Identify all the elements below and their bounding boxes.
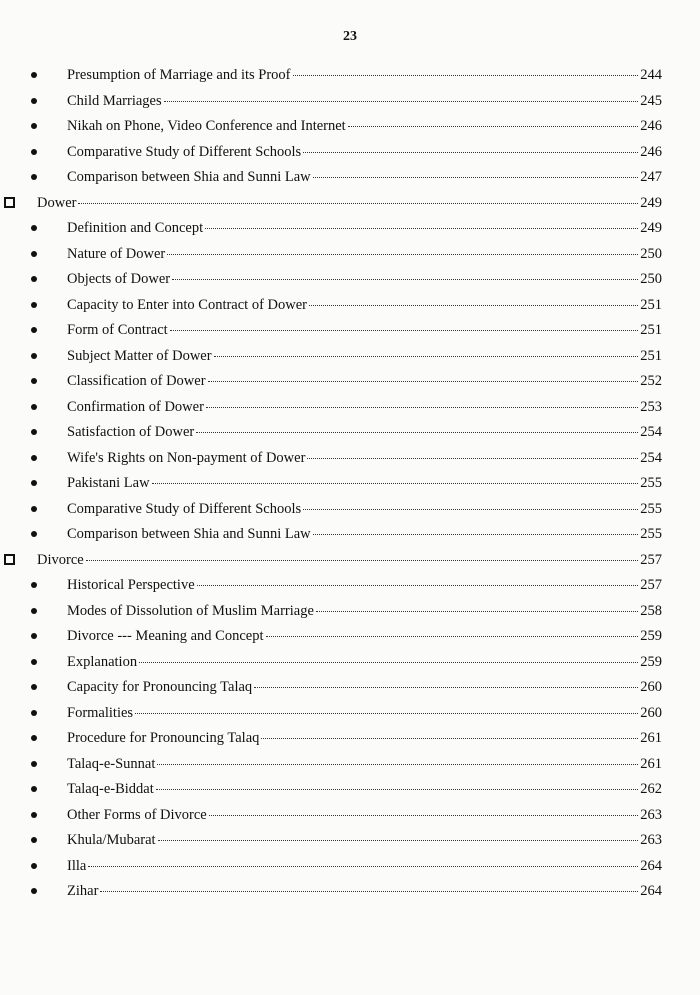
bullet-icon <box>31 863 37 869</box>
bullet-icon <box>31 98 37 104</box>
toc-page-number: 254 <box>640 449 662 466</box>
toc-title: Child Marriages <box>67 92 162 109</box>
bullet-icon <box>31 302 37 308</box>
toc-title: Comparative Study of Different Schools <box>67 500 302 517</box>
bullet-icon <box>31 353 37 359</box>
dot-leader <box>86 548 639 561</box>
dot-leader <box>316 599 638 612</box>
toc-title: Formalities <box>67 704 134 721</box>
bullet-icon <box>31 276 37 282</box>
bullet-icon <box>31 72 37 78</box>
dot-leader <box>309 293 638 306</box>
dot-leader <box>157 752 638 765</box>
toc-page-number: 246 <box>640 143 662 160</box>
dot-leader <box>205 216 638 229</box>
toc-page-number: 258 <box>640 602 662 619</box>
toc-title: Comparison between Shia and Sunni Law <box>67 169 311 185</box>
toc-title: Definition and Concept <box>67 220 204 236</box>
toc-page-number: 257 <box>640 551 662 568</box>
toc-page-number: 260 <box>640 679 662 695</box>
bullet-icon <box>31 480 37 486</box>
bullet-icon <box>31 582 37 588</box>
dot-leader <box>88 854 638 867</box>
dot-leader <box>303 497 638 510</box>
toc-title: Khula/Mubarat <box>67 832 156 848</box>
dot-leader <box>167 242 638 255</box>
bullet-icon <box>31 888 37 894</box>
bullet-icon <box>31 735 37 741</box>
toc-page-number: 250 <box>640 271 662 287</box>
toc-title: Dower <box>37 194 77 211</box>
table-of-contents <box>0 66 700 908</box>
bullet-icon <box>31 608 37 614</box>
bullet-icon <box>31 174 37 180</box>
bullet-icon <box>31 531 37 537</box>
dot-leader <box>197 573 639 586</box>
toc-page-number: 262 <box>640 781 662 797</box>
toc-page-number: 244 <box>640 67 662 83</box>
toc-title: Divorce <box>37 551 84 568</box>
toc-title: Other Forms of Divorce <box>67 806 207 823</box>
checkbox-square-icon <box>4 197 15 208</box>
toc-page-number: 263 <box>640 806 662 823</box>
bullet-icon <box>31 378 37 384</box>
dot-leader <box>254 675 638 688</box>
bullet-icon <box>31 812 37 818</box>
bullet-icon <box>31 837 37 843</box>
toc-title: Comparison between Shia and Sunni Law <box>67 526 311 542</box>
toc-page-number: 254 <box>640 424 662 440</box>
toc-title: Nikah on Phone, Video Conference and Internet <box>67 118 346 134</box>
toc-page-number: 255 <box>640 526 662 542</box>
dot-leader <box>266 624 639 637</box>
dot-leader <box>261 726 638 739</box>
toc-title: Objects of Dower <box>67 271 171 287</box>
bullet-icon <box>31 710 37 716</box>
toc-title: Capacity for Pronouncing Talaq <box>67 679 253 695</box>
toc-page-number: 252 <box>640 373 662 389</box>
dot-leader <box>139 650 638 663</box>
toc-page-number: 249 <box>640 194 662 211</box>
dot-leader <box>156 777 638 790</box>
bullet-icon <box>31 429 37 435</box>
toc-page-number: 251 <box>640 296 662 313</box>
bullet-icon <box>31 506 37 512</box>
toc-page-number: 247 <box>640 169 662 185</box>
toc-title: Wife's Rights on Non-payment of Dower <box>67 449 306 466</box>
dot-leader <box>152 471 639 484</box>
dot-leader <box>78 191 638 204</box>
dot-leader <box>158 828 639 841</box>
dot-leader <box>196 420 638 433</box>
bullet-icon <box>31 633 37 639</box>
bullet-icon <box>31 149 37 155</box>
bullet-icon <box>31 684 37 690</box>
toc-page-number: 261 <box>640 755 662 772</box>
toc-title: Talaq-e-Biddat <box>67 781 154 797</box>
toc-page-number: 263 <box>640 832 662 848</box>
dot-leader <box>170 318 639 331</box>
toc-title: Nature of Dower <box>67 245 166 262</box>
toc-item <box>0 882 700 908</box>
toc-page-number: 249 <box>640 220 662 236</box>
dot-leader <box>172 267 638 280</box>
dot-leader <box>348 114 639 127</box>
toc-title: Procedure for Pronouncing Talaq <box>67 730 260 746</box>
toc-title: Divorce --- Meaning and Concept <box>67 628 264 644</box>
toc-page-number: 250 <box>640 245 662 262</box>
dot-leader <box>313 522 639 535</box>
checkbox-square-icon <box>4 554 15 565</box>
toc-page-number: 251 <box>640 347 662 364</box>
bullet-icon <box>31 404 37 410</box>
toc-title: Confirmation of Dower <box>67 398 204 415</box>
toc-title: Satisfaction of Dower <box>67 424 195 440</box>
dot-leader <box>209 803 639 816</box>
toc-title: Zihar <box>67 883 99 899</box>
bullet-icon <box>31 761 37 767</box>
bullet-icon <box>31 659 37 665</box>
dot-leader <box>206 395 638 408</box>
dot-leader <box>100 879 638 892</box>
dot-leader <box>135 701 638 714</box>
toc-page-number: 246 <box>640 118 662 134</box>
toc-title: Talaq-e-Sunnat <box>67 755 156 772</box>
toc-title: Capacity to Enter into Contract of Dower <box>67 296 307 313</box>
dot-leader <box>293 63 639 76</box>
dot-leader <box>208 369 639 382</box>
bullet-icon <box>31 455 37 461</box>
toc-page-number: 255 <box>640 475 662 491</box>
dot-leader <box>313 165 639 178</box>
page-number: 23 <box>343 29 357 44</box>
toc-title: Classification of Dower <box>67 373 206 389</box>
toc-title: Modes of Dissolution of Muslim Marriage <box>67 602 314 619</box>
toc-page-number: 251 <box>640 322 662 338</box>
dot-leader <box>307 446 638 459</box>
dot-leader <box>214 344 639 357</box>
toc-title: Form of Contract <box>67 322 168 338</box>
toc-page-number: 264 <box>640 883 662 899</box>
bullet-icon <box>31 251 37 257</box>
toc-page-number: 255 <box>640 500 662 517</box>
toc-title: Historical Perspective <box>67 577 195 593</box>
toc-page-number: 253 <box>640 398 662 415</box>
toc-page-number: 245 <box>640 92 662 109</box>
toc-title: Pakistani Law <box>67 475 150 491</box>
bullet-icon <box>31 327 37 333</box>
toc-page-number: 260 <box>640 704 662 721</box>
toc-title: Subject Matter of Dower <box>67 347 212 364</box>
dot-leader <box>164 89 639 102</box>
toc-title: Explanation <box>67 653 138 670</box>
toc-page-number: 257 <box>640 577 662 593</box>
bullet-icon <box>31 225 37 231</box>
toc-page-number: 259 <box>640 628 662 644</box>
dot-leader <box>303 140 638 153</box>
bullet-icon <box>31 786 37 792</box>
bullet-icon <box>31 123 37 129</box>
toc-title: Illa <box>67 857 87 874</box>
toc-title: Presumption of Marriage and its Proof <box>67 67 291 83</box>
toc-page-number: 264 <box>640 857 662 874</box>
toc-page-number: 259 <box>640 653 662 670</box>
toc-title: Comparative Study of Different Schools <box>67 143 302 160</box>
toc-page-number: 261 <box>640 730 662 746</box>
